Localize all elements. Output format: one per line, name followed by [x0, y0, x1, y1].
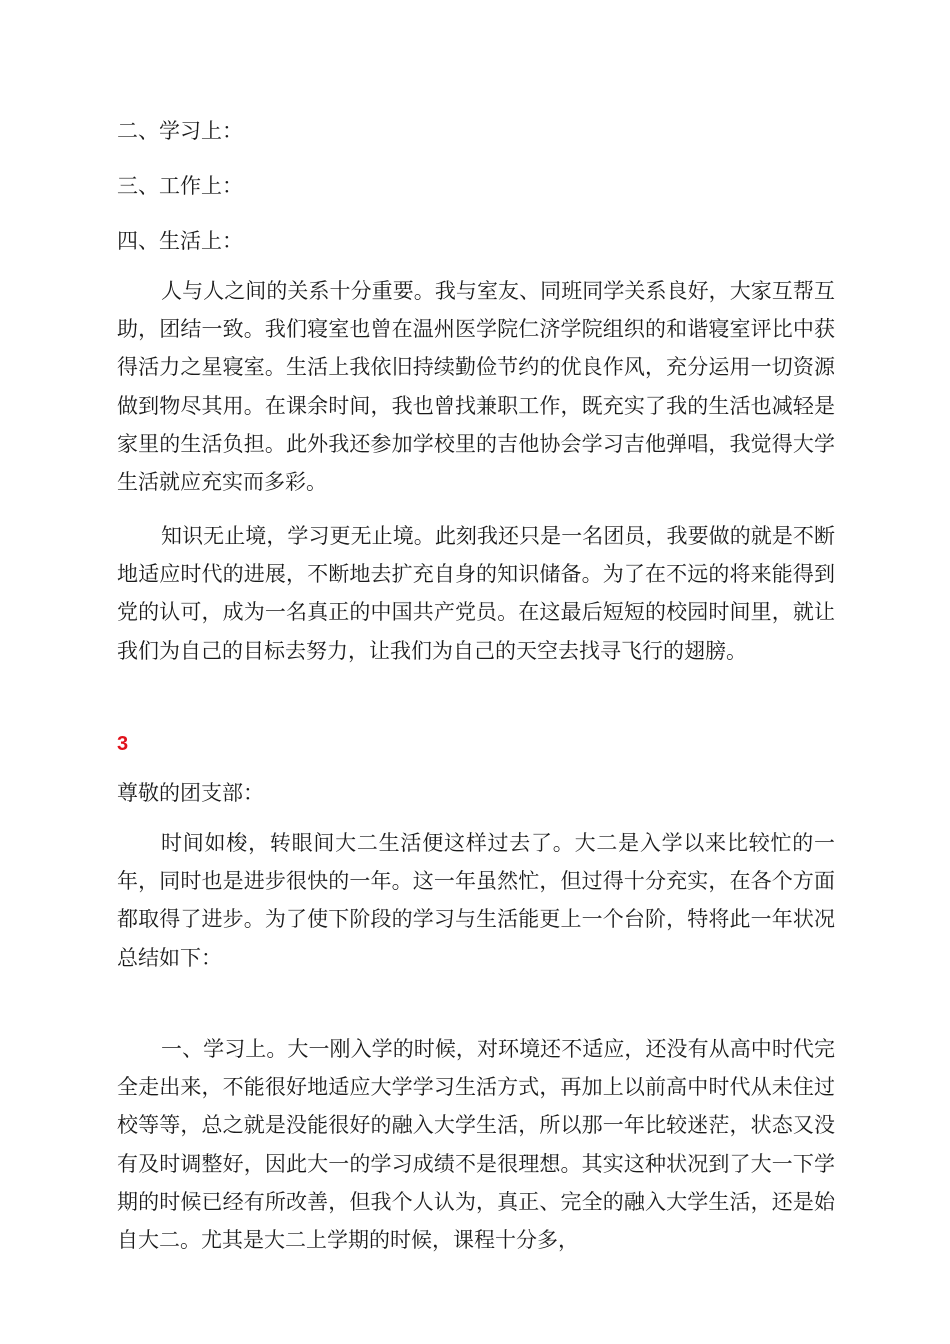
salutation: 尊敬的团支部： [117, 781, 264, 805]
heading-life: 四、生活上： [117, 229, 243, 253]
heading-work: 三、工作上： [117, 174, 243, 198]
paragraph-intro: 时间如梭，转眼间大二生活便这样过去了。大二是入学以来比较忙的一年，同时也是进步很快的一年。这一年虽然忙，但过得十分充实，在各个方面都取得了进步。为了使下阶段的学习与生活能更上一个台阶，特将此一年状况总结如下： [117, 831, 835, 970]
heading-study: 二、学习上： [117, 119, 243, 143]
paragraph-life: 人与人之间的关系十分重要。我与室友、同班同学关系良好，大家互帮互助，团结一致。我们寝室也曾在温州医学院仁济学院组织的和谐寝室评比中获得活力之星寝室。生活上我依旧持续勤俭节约的优良作风，充分运用一切资源做到物尽其用。在课余时间，我也曾找兼职工作，既充实了我的生活也减轻是家里的生活负担。此外我还参加学校里的吉他协会学习吉他弹唱，我觉得大学生活就应充实而多彩。 [117, 279, 835, 495]
section-number: 3 [117, 733, 129, 755]
paragraph-study: 一、学习上。大一刚入学的时候，对环境还不适应，还没有从高中时代完全走出来，不能很好地适应大学学习生活方式，再加上以前高中时代从未住过校等等，总之就是没能很好的融入大学生活，所以那一年比较迷茫，状态又没有及时调整好，因此大一的学习成绩不是很理想。其实这种状况到了大一下学期的时候已经有所改善，但我个人认为，真正、完全的融入大学生活，还是始自大二。尤其是大二上学期的时候，课程十分多， [117, 1037, 835, 1253]
paragraph-knowledge: 知识无止境，学习更无止境。此刻我还只是一名团员，我要做的就是不断地适应时代的进展，不断地去扩充自身的知识储备。为了在不远的将来能得到党的认可，成为一名真正的中国共产党员。在这最后短短的校园时间里，就让我们为自己的目标去努力，让我们为自己的天空去找寻飞行的翅膀。 [117, 524, 835, 663]
